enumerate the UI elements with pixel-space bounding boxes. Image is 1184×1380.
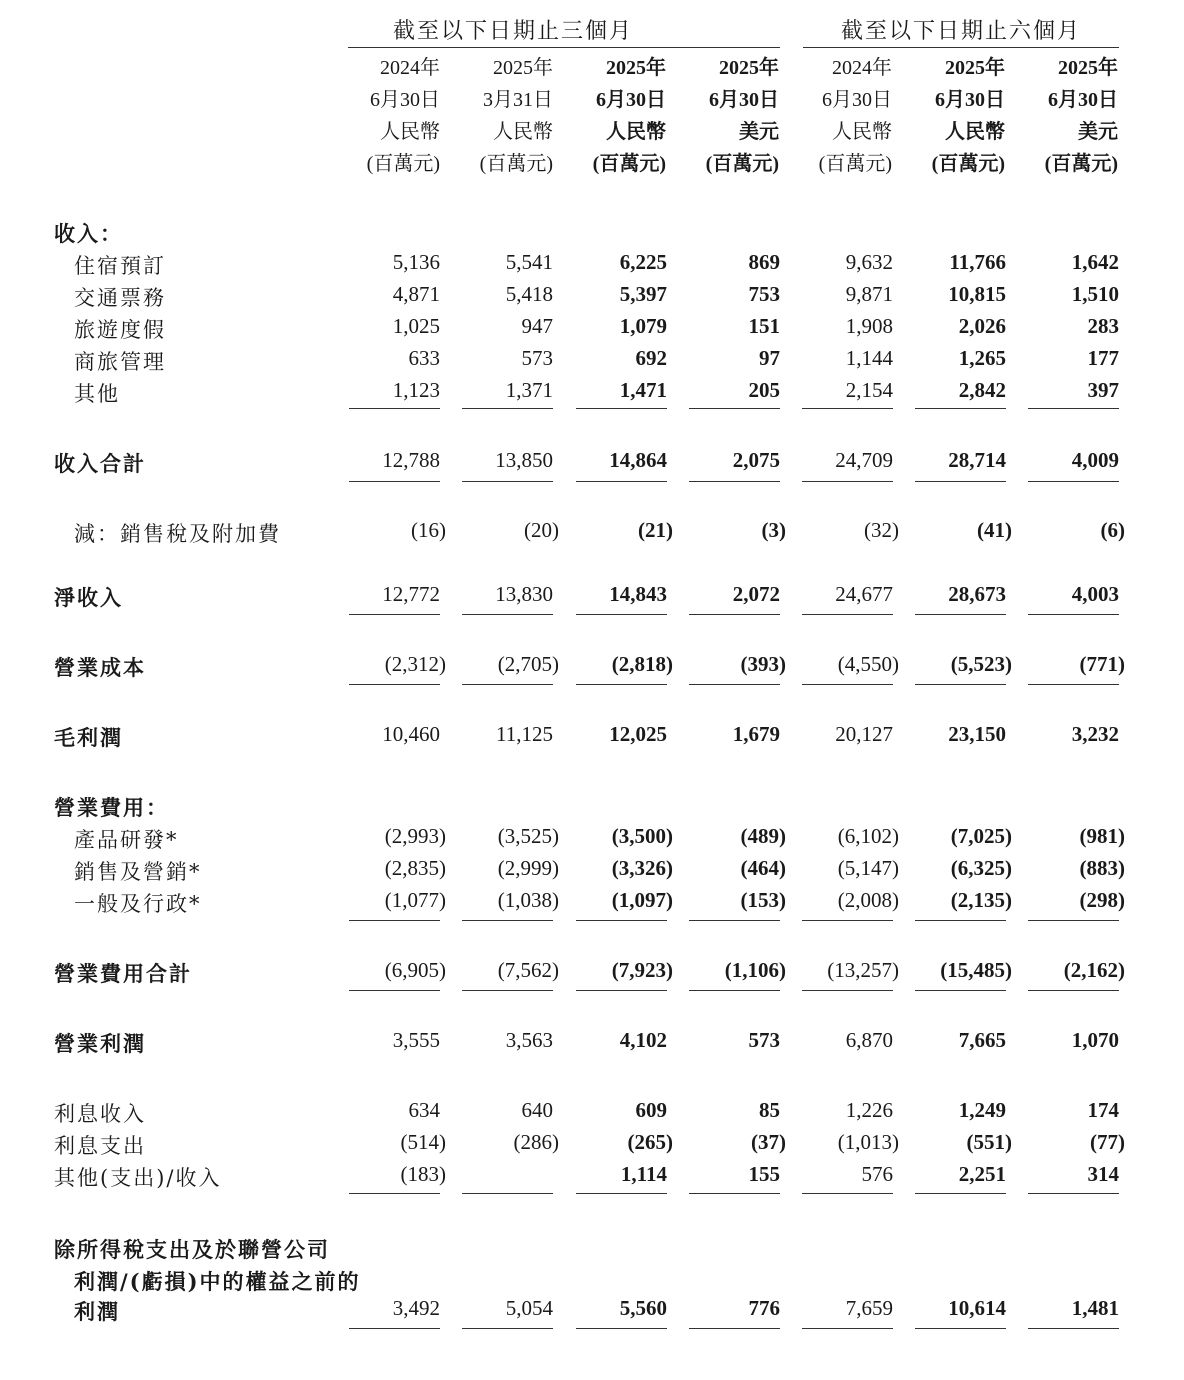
total-underline (462, 1328, 553, 1329)
row-value: 28,673 (948, 582, 1006, 606)
row-value: 3,492 (392, 1296, 440, 1320)
row-label: 營業費用合計 (54, 961, 192, 986)
total-underline (576, 920, 667, 921)
row-value: 2,026 (958, 314, 1006, 338)
row-value: 1,679 (732, 722, 780, 746)
row-value: 2,075 (732, 448, 780, 472)
row-value: 1,265 (958, 346, 1006, 370)
row-label: 利潤 (74, 1299, 120, 1324)
row-label: 旅遊度假 (74, 318, 166, 342)
total-underline (802, 684, 893, 685)
row-label: 住宿預訂 (74, 254, 166, 278)
row-value: (2,008) (837, 888, 899, 912)
total-underline (1028, 1328, 1119, 1329)
total-underline (802, 990, 893, 991)
column-unit: (百萬元) (705, 153, 779, 175)
column-year: 2024年 (380, 57, 440, 79)
row-value: 576 (861, 1162, 893, 1186)
row-value: 692 (635, 346, 667, 370)
row-value: 1,510 (1071, 282, 1119, 306)
column-unit: (百萬元) (931, 153, 1005, 175)
total-underline (915, 920, 1006, 921)
column-header-1 (336, 52, 440, 180)
column-header-7 (1014, 52, 1118, 180)
row-value: 10,614 (948, 1296, 1006, 1320)
row-value: (7,923) (611, 958, 673, 982)
row-value: 6,225 (619, 250, 667, 274)
row-value: (41) (977, 518, 1012, 542)
row-value: 573 (748, 1028, 780, 1052)
row-value: (771) (1079, 652, 1125, 676)
header-group-six-months: 截至以下日期止六個月 (840, 19, 1081, 44)
total-underline (689, 920, 780, 921)
total-underline (689, 481, 780, 482)
row-value: 10,460 (382, 722, 440, 746)
column-date: 6月30日 (1048, 89, 1118, 111)
row-label: 除所得稅支出及於聯營公司 (54, 1237, 330, 1262)
total-underline (1028, 684, 1119, 685)
row-value: (551) (966, 1130, 1012, 1154)
column-currency: 人民幣 (832, 121, 892, 143)
row-value: (3) (761, 518, 786, 542)
row-value: (6,905) (384, 958, 446, 982)
row-value: 3,232 (1071, 722, 1119, 746)
row-value: (2,135) (950, 888, 1012, 912)
row-value: (981) (1079, 824, 1125, 848)
row-value: 1,079 (619, 314, 667, 338)
row-value: (1,077) (384, 888, 446, 912)
row-value: 9,632 (845, 250, 893, 274)
header-divider-three-months (348, 47, 780, 48)
row-value: 97 (759, 346, 780, 370)
row-value: 13,830 (495, 582, 553, 606)
row-label: 減：銷售稅及附加費 (74, 522, 281, 546)
row-value: 1,481 (1071, 1296, 1119, 1320)
total-underline (802, 481, 893, 482)
total-underline (349, 481, 440, 482)
row-value: 28,714 (948, 448, 1006, 472)
row-value: 13,850 (495, 448, 553, 472)
row-value: 7,665 (958, 1028, 1006, 1052)
row-value: (5,147) (837, 856, 899, 880)
total-underline (802, 920, 893, 921)
total-underline (462, 614, 553, 615)
total-underline (802, 614, 893, 615)
row-value: 14,843 (609, 582, 667, 606)
row-value: 151 (748, 314, 780, 338)
column-currency: 美元 (1078, 121, 1118, 143)
row-value: 634 (408, 1098, 440, 1122)
total-underline (1028, 1193, 1119, 1194)
row-value: 12,788 (382, 448, 440, 472)
row-value: 12,772 (382, 582, 440, 606)
row-value: 177 (1087, 346, 1119, 370)
row-value: (15,485) (940, 958, 1012, 982)
row-value: 753 (748, 282, 780, 306)
row-value: 3,555 (392, 1028, 440, 1052)
row-value: 155 (748, 1162, 780, 1186)
total-underline (462, 920, 553, 921)
total-underline (576, 1193, 667, 1194)
row-value: (6,325) (950, 856, 1012, 880)
column-currency: 人民幣 (380, 121, 440, 143)
row-value: (13,257) (827, 958, 899, 982)
row-value: (464) (740, 856, 786, 880)
row-value: 1,471 (619, 378, 667, 402)
total-underline (576, 990, 667, 991)
row-value: 85 (759, 1098, 780, 1122)
total-underline (1028, 990, 1119, 991)
row-value: 5,541 (505, 250, 553, 274)
total-underline (915, 481, 1006, 482)
row-label: 其他 (74, 382, 120, 406)
row-value: 9,871 (845, 282, 893, 306)
row-value: 397 (1087, 378, 1119, 402)
row-label: 交通票務 (74, 286, 166, 310)
total-underline (689, 684, 780, 685)
row-value: 1,226 (845, 1098, 893, 1122)
row-value: 314 (1087, 1162, 1119, 1186)
column-unit: (百萬元) (818, 153, 892, 175)
row-value: (77) (1090, 1130, 1125, 1154)
row-value: (21) (638, 518, 673, 542)
total-underline (1028, 920, 1119, 921)
total-underline (802, 1193, 893, 1194)
column-date: 6月30日 (935, 89, 1005, 111)
column-unit: (百萬元) (1044, 153, 1118, 175)
header-divider-six-months (803, 47, 1119, 48)
column-date: 3月31日 (483, 89, 553, 111)
column-date: 6月30日 (370, 89, 440, 111)
row-value: (7,562) (497, 958, 559, 982)
row-value: 20,127 (835, 722, 893, 746)
column-currency: 人民幣 (493, 121, 553, 143)
total-underline (349, 1193, 440, 1194)
total-underline (802, 408, 893, 409)
row-value: 2,842 (958, 378, 1006, 402)
total-underline (462, 684, 553, 685)
row-value: (6,102) (837, 824, 899, 848)
row-value: (3,326) (611, 856, 673, 880)
row-value: 1,144 (845, 346, 893, 370)
row-value: 776 (748, 1296, 780, 1320)
column-header-2 (449, 52, 553, 180)
row-value: (1,097) (611, 888, 673, 912)
row-value: 5,560 (619, 1296, 667, 1320)
row-value: 5,054 (505, 1296, 553, 1320)
total-underline (462, 1193, 553, 1194)
row-value: 1,249 (958, 1098, 1006, 1122)
column-header-3 (562, 52, 666, 180)
row-value: 7,659 (845, 1296, 893, 1320)
total-underline (576, 481, 667, 482)
row-label: 收入合計 (54, 451, 146, 476)
header-group-three-months: 截至以下日期止三個月 (392, 19, 633, 44)
row-value: (153) (740, 888, 786, 912)
total-underline (689, 408, 780, 409)
row-value: (1,106) (724, 958, 786, 982)
row-value: (16) (411, 518, 446, 542)
row-value: (265) (627, 1130, 673, 1154)
total-underline (349, 990, 440, 991)
row-value: 11,766 (949, 250, 1006, 274)
row-value: 174 (1087, 1098, 1119, 1122)
column-currency: 人民幣 (945, 121, 1005, 143)
row-value: (286) (513, 1130, 559, 1154)
row-label: 其他(支出)/收入 (54, 1166, 222, 1190)
total-underline (689, 1193, 780, 1194)
row-value: (37) (751, 1130, 786, 1154)
total-underline (576, 408, 667, 409)
row-value: 12,025 (609, 722, 667, 746)
row-value: 1,908 (845, 314, 893, 338)
row-value: 1,123 (392, 378, 440, 402)
total-underline (462, 481, 553, 482)
row-value: (5,523) (950, 652, 1012, 676)
row-value: 24,677 (835, 582, 893, 606)
row-label: 收入： (54, 221, 123, 246)
row-label: 銷售及營銷* (74, 860, 202, 884)
column-year: 2025年 (719, 57, 779, 79)
row-value: (298) (1079, 888, 1125, 912)
row-value: (489) (740, 824, 786, 848)
row-value: (2,818) (611, 652, 673, 676)
column-year: 2024年 (832, 57, 892, 79)
row-value: (6) (1100, 518, 1125, 542)
total-underline (462, 990, 553, 991)
row-label: 淨收入 (54, 585, 123, 610)
column-header-5 (788, 52, 892, 180)
total-underline (349, 408, 440, 409)
row-value: 4,871 (392, 282, 440, 306)
row-value: (514) (400, 1130, 446, 1154)
row-value: 947 (521, 314, 553, 338)
row-value: 2,251 (958, 1162, 1006, 1186)
row-value: 3,563 (505, 1028, 553, 1052)
row-value: 633 (408, 346, 440, 370)
row-value: (2,999) (497, 856, 559, 880)
row-label: 一般及行政* (74, 892, 202, 916)
row-value: (883) (1079, 856, 1125, 880)
total-underline (576, 684, 667, 685)
total-underline (915, 614, 1006, 615)
row-value: (32) (864, 518, 899, 542)
row-value: 10,815 (948, 282, 1006, 306)
total-underline (915, 1193, 1006, 1194)
total-underline (576, 614, 667, 615)
row-value: 573 (521, 346, 553, 370)
row-value: (3,500) (611, 824, 673, 848)
total-underline (915, 684, 1006, 685)
row-label: 利息支出 (54, 1134, 146, 1158)
column-currency: 人民幣 (606, 121, 666, 143)
row-value: 283 (1087, 314, 1119, 338)
total-underline (1028, 481, 1119, 482)
row-value: 5,397 (619, 282, 667, 306)
row-value: 6,870 (845, 1028, 893, 1052)
row-value: 609 (635, 1098, 667, 1122)
row-value: 23,150 (948, 722, 1006, 746)
row-value: 640 (521, 1098, 553, 1122)
column-date: 6月30日 (596, 89, 666, 111)
row-value: (7,025) (950, 824, 1012, 848)
row-value: (2,312) (384, 652, 446, 676)
row-value: 1,070 (1071, 1028, 1119, 1052)
row-label: 毛利潤 (54, 725, 123, 750)
column-header-4 (675, 52, 779, 180)
row-value: 205 (748, 378, 780, 402)
row-value: 14,864 (609, 448, 667, 472)
row-value: (4,550) (837, 652, 899, 676)
row-label: 營業成本 (54, 655, 146, 680)
column-unit: (百萬元) (592, 153, 666, 175)
total-underline (349, 920, 440, 921)
column-year: 2025年 (493, 57, 553, 79)
column-year: 2025年 (945, 57, 1005, 79)
column-currency: 美元 (739, 121, 779, 143)
column-date: 6月30日 (822, 89, 892, 111)
total-underline (915, 990, 1006, 991)
row-value: 1,114 (620, 1162, 667, 1186)
total-underline (1028, 614, 1119, 615)
row-value: 24,709 (835, 448, 893, 472)
total-underline (1028, 408, 1119, 409)
row-value: 4,003 (1071, 582, 1119, 606)
row-value: (1,038) (497, 888, 559, 912)
column-unit: (百萬元) (479, 153, 553, 175)
row-value: 2,154 (845, 378, 893, 402)
row-value: 5,136 (392, 250, 440, 274)
row-value: (20) (524, 518, 559, 542)
row-value: (3,525) (497, 824, 559, 848)
row-value: 4,102 (619, 1028, 667, 1052)
total-underline (689, 614, 780, 615)
row-value: (393) (740, 652, 786, 676)
total-underline (689, 1328, 780, 1329)
row-value: 1,025 (392, 314, 440, 338)
total-underline (576, 1328, 667, 1329)
column-year: 2025年 (606, 57, 666, 79)
total-underline (689, 990, 780, 991)
row-label: 產品研發* (74, 828, 179, 852)
row-value: 1,371 (505, 378, 553, 402)
row-label: 利息收入 (54, 1102, 146, 1126)
row-label: 利潤/(虧損)中的權益之前的 (74, 1269, 361, 1294)
row-value: 11,125 (496, 722, 553, 746)
row-value: 2,072 (732, 582, 780, 606)
row-value: (2,835) (384, 856, 446, 880)
row-value: (2,993) (384, 824, 446, 848)
row-value: (183) (400, 1162, 446, 1186)
row-value: (2,162) (1063, 958, 1125, 982)
row-value: (2,705) (497, 652, 559, 676)
row-value: 5,418 (505, 282, 553, 306)
row-value: (1,013) (837, 1130, 899, 1154)
column-year: 2025年 (1058, 57, 1118, 79)
row-value: 869 (748, 250, 780, 274)
total-underline (462, 408, 553, 409)
row-label: 營業費用： (54, 795, 169, 820)
total-underline (349, 614, 440, 615)
row-value: 4,009 (1071, 448, 1119, 472)
total-underline (349, 684, 440, 685)
column-date: 6月30日 (709, 89, 779, 111)
total-underline (915, 408, 1006, 409)
row-label: 商旅管理 (74, 350, 166, 374)
row-value: 1,642 (1071, 250, 1119, 274)
column-header-6 (901, 52, 1005, 180)
total-underline (349, 1328, 440, 1329)
total-underline (802, 1328, 893, 1329)
total-underline (915, 1328, 1006, 1329)
row-label: 營業利潤 (54, 1031, 146, 1056)
column-unit: (百萬元) (366, 153, 440, 175)
